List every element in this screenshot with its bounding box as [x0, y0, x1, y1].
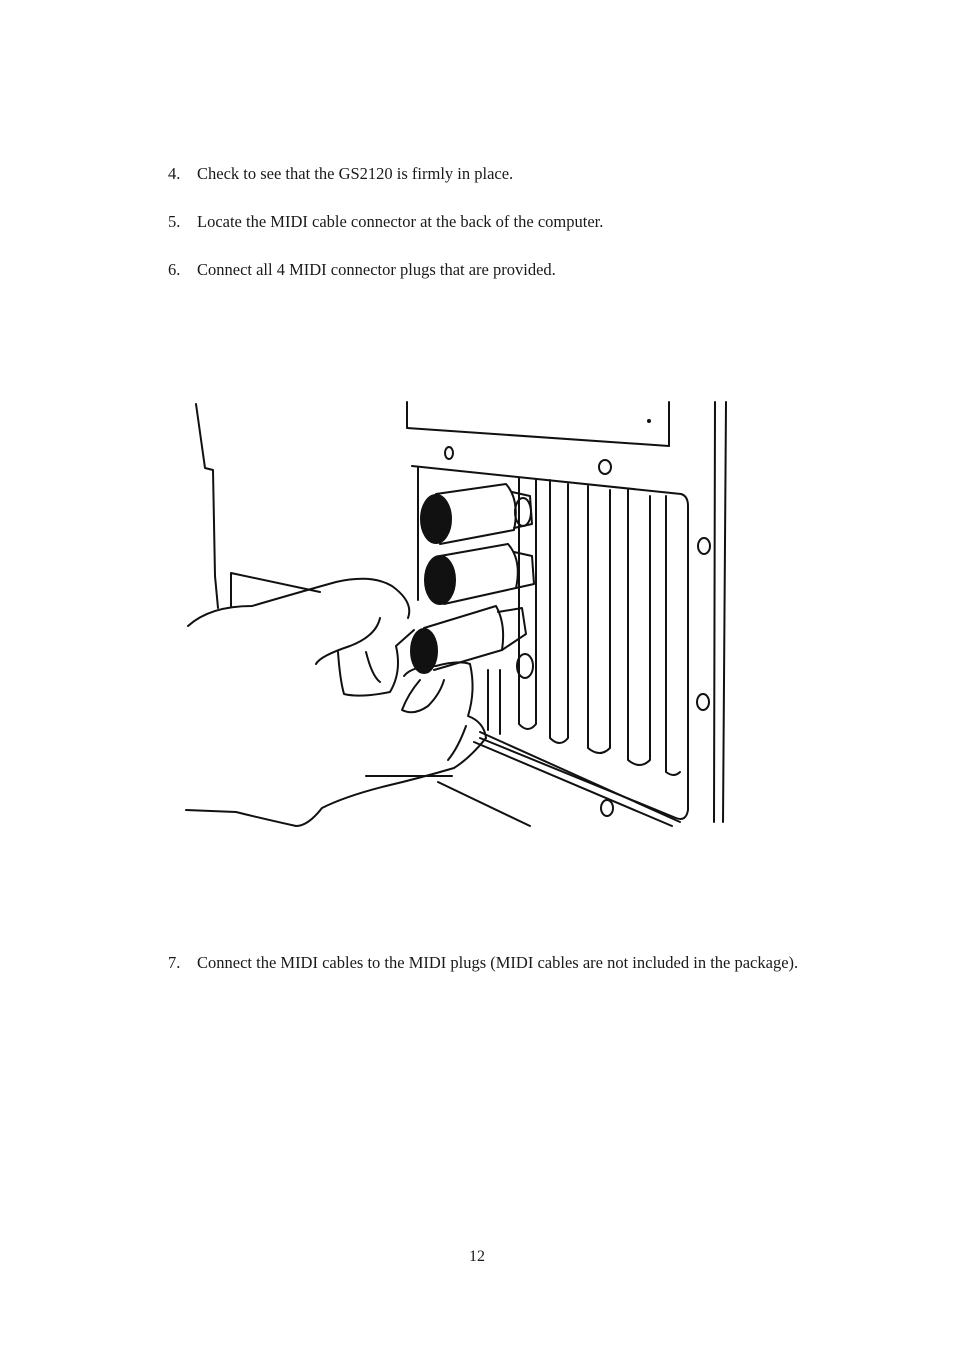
step-text: Check to see that the GS2120 is firmly in place. [197, 164, 514, 183]
slot-cover [588, 486, 610, 753]
step-7 [168, 948, 818, 978]
chassis-dot [648, 420, 650, 422]
hand-outline [366, 652, 380, 682]
midi-plug-face [425, 556, 455, 604]
step-number: 4. [168, 164, 181, 183]
step-text: Locate the MIDI cable connector at the back of the computer. [197, 212, 604, 231]
chassis-edge [714, 402, 715, 822]
slot-cover [628, 490, 650, 765]
slot-cover [666, 496, 680, 775]
step-5 [168, 207, 818, 237]
hand-outline [338, 630, 414, 696]
step-6 [168, 255, 818, 285]
page-number: 12 [469, 1248, 485, 1265]
screw-hole [697, 694, 709, 710]
midi-plug-face [421, 495, 451, 543]
step-4 [168, 159, 818, 189]
hand-outline [188, 579, 409, 626]
chassis-edge [723, 402, 726, 822]
midi-port [515, 498, 531, 526]
hand-outline [404, 662, 486, 738]
step-text: Connect the MIDI cables to the MIDI plugs (MIDI cables are not included in the package). [197, 953, 799, 972]
midi-plug-installation-illustration [180, 398, 740, 830]
hand-outline [316, 618, 380, 664]
step-text: Connect all 4 MIDI connector plugs that are provided. [197, 260, 556, 279]
floor-line [438, 782, 530, 826]
screw-hole [698, 538, 710, 554]
hand-outline [402, 680, 444, 712]
chassis-top-panel [407, 402, 669, 446]
computer-side-panel [196, 404, 218, 608]
slot-cover [519, 478, 536, 729]
step-number: 5. [168, 212, 181, 231]
hand-outline [448, 726, 466, 760]
step-number: 7. [168, 953, 181, 972]
step-number: 6. [168, 260, 181, 279]
screw-hole [445, 447, 453, 459]
slot-cover [550, 480, 568, 743]
hand-outline [186, 738, 486, 826]
screw-hole [601, 800, 613, 816]
screw-hole [599, 460, 611, 474]
